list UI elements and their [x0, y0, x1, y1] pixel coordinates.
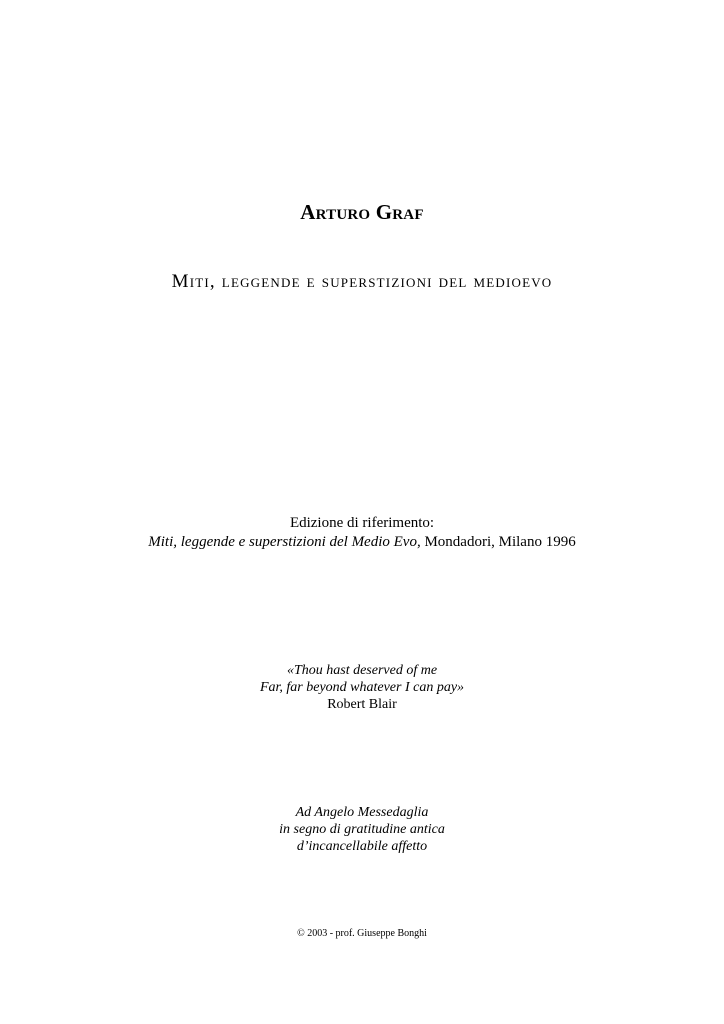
dedication-line-3: d’incancellabile affetto [296, 839, 428, 854]
author-name: Arturo Graf [300, 200, 424, 224]
dedication-line-1: Ad Angelo Messedaglia [295, 805, 429, 820]
epigraph-line-1: «Thou hast deserved of me [286, 663, 438, 678]
edition-book-title: Miti, leggende e superstizioni del Medio Evo [148, 534, 417, 550]
copyright-notice: © 2003 - prof. Giuseppe Bonghi [297, 928, 427, 939]
dedication-line-2: in segno di gratitudine antica [279, 822, 445, 837]
epigraph-attribution: Robert Blair [327, 697, 397, 712]
epigraph-line-2: Far, far beyond whatever I can pay» [259, 680, 465, 695]
book-title: Miti, leggende e superstizioni del medioevo [171, 271, 553, 292]
edition-reference [0, 514, 724, 552]
edition-details [0, 533, 724, 552]
edition-publisher: , Mondadori, Milano 1996 [416, 534, 576, 550]
dedication [0, 804, 724, 855]
epigraph [0, 662, 724, 713]
edition-label: Edizione di riferimento: [289, 515, 435, 531]
